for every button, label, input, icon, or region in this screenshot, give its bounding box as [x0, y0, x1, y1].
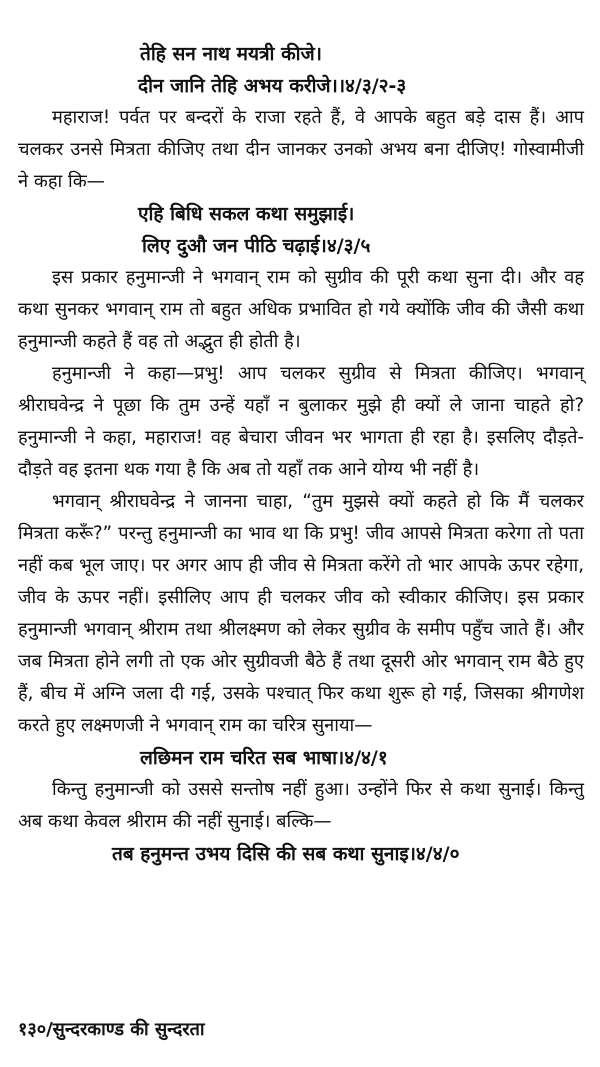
verse-line-2: दीन जानि तेहि अभय करीजे।।४/३/२-३: [138, 75, 407, 97]
page-footer: १३०/सुन्दरकाण्ड की सुन्दरता: [18, 1019, 205, 1040]
paragraph-4: भगवान् श्रीराघवेन्द्र ने जानना चाहा, “तुम मुझसे क्यों कहते हो कि मैं चलकर मित्रता करूँ?” परन्तु हनुमान्जी का भाव था कि प्रभु! जीव आपसे मित्रता करेगा तो पता नहीं कब भूल जाए। पर अगर आप ही जीव से मित्रता करेंगे तो भार आपके ऊपर रहेगा, जीव के ऊपर नहीं। इसीलिए आप ही चलकर जीव को स्वीकार कीजिए। इस प्रकार हनुमान्जी भगवान् श्रीराम तथा श्रीलक्ष्मण को लेकर सुग्रीव के समीप पहुँच जाते हैं। और जब मित्रता होने लगी तो एक ओर सुग्रीवजी बैठे हैं तथा दूसरी ओर भगवान् राम बैठे हुए हैं, बीच में अग्नि जला दी गई, उसके पश्चात् फिर कथा शुरू हो गई, जिसका श्रीगणेश करते हुए लक्ष्मणजी ने भगवान् राम का चरित्र सुनाया—: [18, 491, 584, 736]
verse-line-3: एहि बिधि सकल कथा समुझाई।: [138, 203, 355, 225]
verse-line-6: तब हनुमन्त उभय दिसि की सब कथा सुनाइ।४/४/०: [112, 843, 460, 865]
verse-line-4: लिए दुऔ जन पीठि चढ़ाई।४/३/५: [142, 235, 371, 257]
paragraph-3: हनुमान्जी ने कहा—प्रभु! आप चलकर सुग्रीव से मित्रता कीजिए। भगवान् श्रीराघवेन्द्र ने पूछा कि तुम उन्हें यहाँ न बुलाकर मुझे ही क्यों ले जाना चाहते हो? हनुमान्जी ने कहा, महाराज! वह बेचारा जीवन भर भागता ही रहा है। इसलिए दौड़ते-दौड़ते वह इतना थक गया है कि अब तो यहाँ तक आने योग्य भी नहीं है।: [18, 363, 584, 480]
paragraph-5: किन्तु हनुमान्जी को उससे सन्तोष नहीं हुआ। उन्होंने फिर से कथा सुनाई। किन्तु अब कथा केवल श्रीराम की नहीं सुनाई। बल्कि—: [18, 779, 584, 832]
verse-line-5: लछिमन राम चरित सब भाषा।४/४/१: [140, 747, 388, 769]
paragraph-1: महाराज! पर्वत पर बन्दरों के राजा रहते हैं, वे आपके बहुत बड़े दास हैं। आप चलकर उनसे मित्रता कीजिए तथा दीन जानकर उनको अभय बना दीजिए! गोस्वामीजी ने कहा कि—: [18, 107, 584, 192]
paragraph-2: इस प्रकार हनुमान्जी ने भगवान् राम को सुग्रीव की पूरी कथा सुना दी। और वह कथा सुनकर भगवान् राम तो बहुत अधिक प्रभावित हो गये क्योंकि जीव की जैसी कथा हनुमान्जी कहते हैं वह तो अद्भुत ही होती है।: [18, 267, 584, 352]
verse-line-1: तेहि सन नाथ मयत्री कीजे।: [140, 43, 322, 65]
